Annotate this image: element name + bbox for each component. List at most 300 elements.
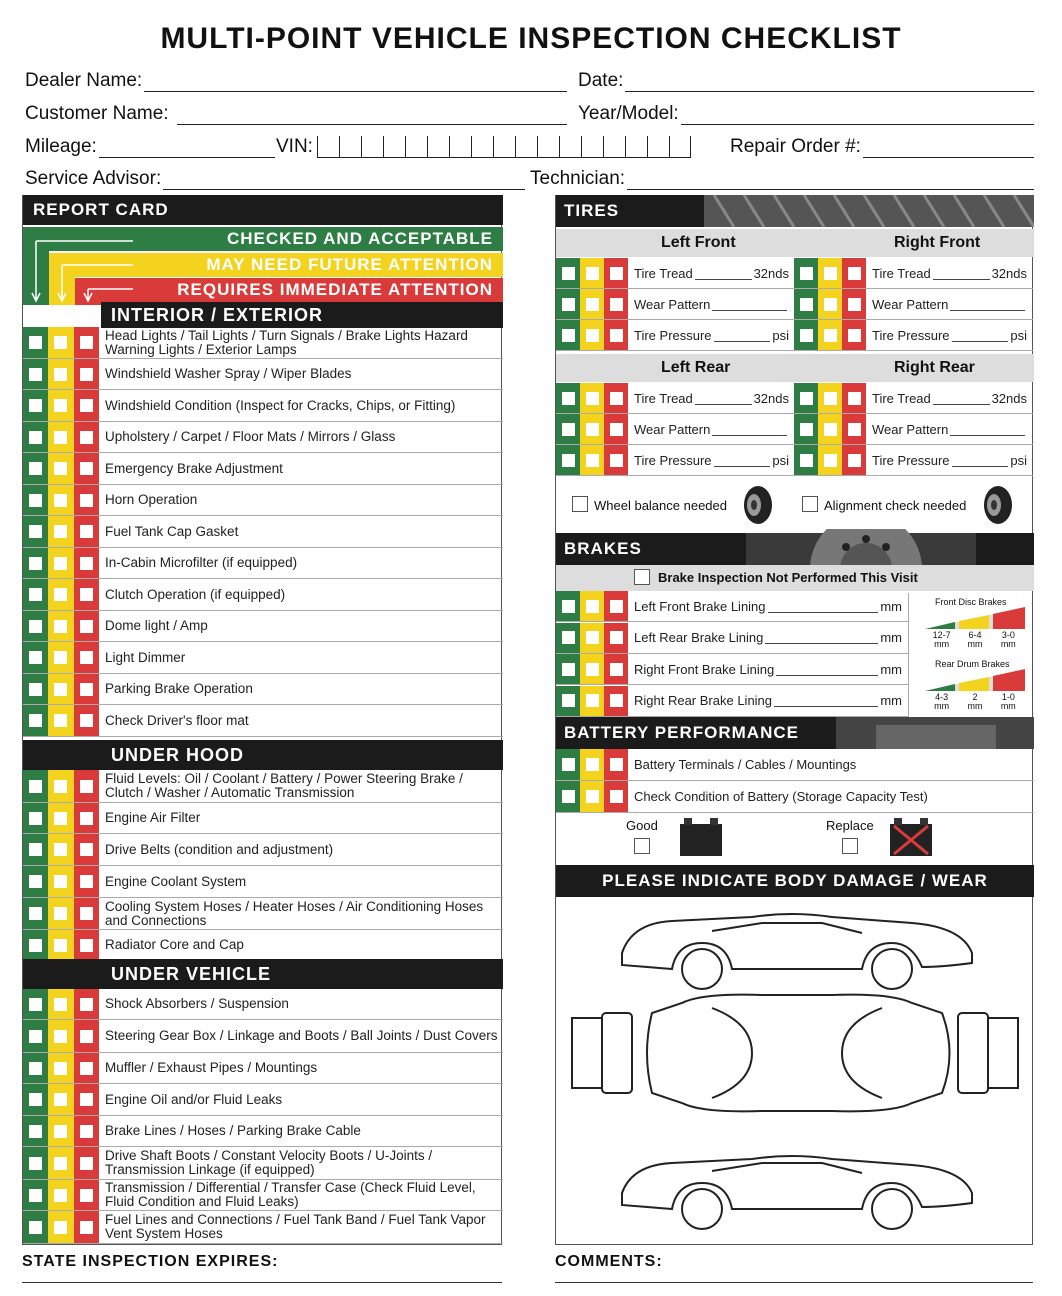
tire-field-input[interactable] xyxy=(933,267,990,280)
green-checkbox[interactable] xyxy=(562,694,575,707)
yellow-checkbox[interactable] xyxy=(54,812,67,825)
brake-not-performed-label: Brake Inspection Not Performed This Visit xyxy=(658,570,918,585)
yellow-status-cell xyxy=(48,834,73,865)
vin-char-box[interactable] xyxy=(603,136,625,158)
red-checkbox[interactable] xyxy=(80,651,93,664)
red-checkbox[interactable] xyxy=(848,423,861,436)
status-checkboxes xyxy=(23,516,99,547)
brake-not-performed-row xyxy=(556,565,1034,591)
red-checkbox[interactable] xyxy=(80,907,93,920)
red-status-cell xyxy=(604,258,628,288)
red-checkbox[interactable] xyxy=(80,843,93,856)
yellow-checkbox[interactable] xyxy=(54,1189,67,1202)
green-checkbox[interactable] xyxy=(800,298,813,311)
battery-image-icon xyxy=(836,717,1034,749)
vin-char-box[interactable] xyxy=(559,136,581,158)
status-checkboxes xyxy=(794,258,866,288)
tire-field-input[interactable] xyxy=(712,423,787,436)
status-checkboxes xyxy=(556,623,628,653)
vin-char-box[interactable] xyxy=(317,136,339,158)
yellow-checkbox[interactable] xyxy=(54,620,67,633)
yellow-checkbox[interactable] xyxy=(54,714,67,727)
yellow-checkbox[interactable] xyxy=(54,875,67,888)
tires-front-header xyxy=(556,229,1034,257)
status-checkboxes xyxy=(23,642,99,673)
green-checkbox[interactable] xyxy=(29,683,42,696)
tire-field-input[interactable] xyxy=(952,454,1009,467)
yellow-status-cell xyxy=(580,591,604,621)
green-checkbox[interactable] xyxy=(29,1093,42,1106)
yellow-checkbox[interactable] xyxy=(824,423,837,436)
red-checkbox[interactable] xyxy=(80,525,93,538)
checklist-item-label: Clutch Operation (if equipped) xyxy=(105,586,286,602)
legend-green: CHECKED AND ACCEPTABLE xyxy=(23,227,503,251)
service-advisor-label: Service Advisor: xyxy=(25,168,162,189)
yellow-checkbox[interactable] xyxy=(586,329,599,342)
red-status-cell xyxy=(604,686,628,716)
red-checkbox[interactable] xyxy=(80,368,93,381)
yellow-checkbox[interactable] xyxy=(824,267,837,280)
yellow-checkbox[interactable] xyxy=(586,600,599,613)
green-checkbox[interactable] xyxy=(29,780,42,793)
tire-field-input[interactable] xyxy=(933,392,990,405)
red-checkbox[interactable] xyxy=(610,423,623,436)
vin-char-box[interactable] xyxy=(647,136,669,158)
page-title: MULTI-POINT VEHICLE INSPECTION CHECKLIST xyxy=(160,22,902,55)
yellow-checkbox[interactable] xyxy=(586,663,599,676)
customer-name-field[interactable] xyxy=(25,101,567,125)
yellow-checkbox[interactable] xyxy=(54,588,67,601)
tire-field-input[interactable] xyxy=(952,329,1009,342)
tire-field-label: Wear Pattern xyxy=(872,421,949,437)
red-checkbox[interactable] xyxy=(80,998,93,1011)
red-checkbox[interactable] xyxy=(80,812,93,825)
red-status-cell xyxy=(74,1116,99,1146)
status-checkboxes xyxy=(556,686,628,716)
yellow-status-cell xyxy=(48,327,73,358)
brake-lining-input[interactable] xyxy=(765,631,878,644)
red-status-cell xyxy=(74,989,99,1019)
red-checkbox[interactable] xyxy=(610,392,623,405)
yellow-checkbox[interactable] xyxy=(586,392,599,405)
green-status-cell xyxy=(23,898,48,929)
yellow-checkbox[interactable] xyxy=(824,329,837,342)
green-checkbox[interactable] xyxy=(29,907,42,920)
tire-field-input[interactable] xyxy=(950,423,1025,436)
red-status-cell xyxy=(74,422,99,452)
vin-char-box[interactable] xyxy=(361,136,383,158)
vin-char-box[interactable] xyxy=(339,136,361,158)
red-checkbox[interactable] xyxy=(848,267,861,280)
status-checkboxes xyxy=(23,834,99,865)
red-checkbox[interactable] xyxy=(80,1157,93,1170)
checklist-item-label: Fuel Lines and Connections / Fuel Tank Band / Fuel Tank Vapor Vent System Hoses xyxy=(105,1212,486,1241)
red-checkbox[interactable] xyxy=(80,939,93,952)
yellow-checkbox[interactable] xyxy=(54,336,67,349)
mileage-label: Mileage: xyxy=(25,136,97,157)
red-checkbox[interactable] xyxy=(610,694,623,707)
checklist-item-label: Steering Gear Box / Linkage and Boots / Ball Joints / Dust Covers xyxy=(105,1028,498,1043)
red-checkbox[interactable] xyxy=(80,1030,93,1043)
green-checkbox[interactable] xyxy=(29,557,42,570)
green-checkbox[interactable] xyxy=(562,392,575,405)
yellow-checkbox[interactable] xyxy=(54,651,67,664)
tire-field-input[interactable] xyxy=(714,454,771,467)
green-checkbox[interactable] xyxy=(562,423,575,436)
tire-field-unit: 32nds xyxy=(753,265,789,281)
tire-field-input[interactable] xyxy=(712,298,787,311)
yellow-checkbox[interactable] xyxy=(54,1125,67,1138)
green-checkbox[interactable] xyxy=(29,998,42,1011)
green-checkbox[interactable] xyxy=(29,588,42,601)
yellow-checkbox[interactable] xyxy=(54,907,67,920)
gauge-tick xyxy=(925,631,958,649)
status-checkboxes xyxy=(23,1147,99,1179)
green-checkbox[interactable] xyxy=(29,843,42,856)
mileage-field[interactable] xyxy=(25,134,275,158)
green-status-cell xyxy=(23,453,48,484)
yellow-checkbox[interactable] xyxy=(54,939,67,952)
tire-tread-row-text xyxy=(872,258,1027,288)
yellow-checkbox[interactable] xyxy=(586,631,599,644)
red-checkbox[interactable] xyxy=(610,600,623,613)
checklist-item-label: Parking Brake Operation xyxy=(105,681,253,696)
green-checkbox[interactable] xyxy=(562,329,575,342)
yellow-status-cell xyxy=(48,422,73,452)
yellow-checkbox[interactable] xyxy=(54,462,67,475)
yellow-checkbox[interactable] xyxy=(54,525,67,538)
wheel-balance-checkbox[interactable] xyxy=(572,496,588,512)
brake-lining-input[interactable] xyxy=(774,694,878,707)
green-checkbox[interactable] xyxy=(29,875,42,888)
green-checkbox[interactable] xyxy=(562,600,575,613)
red-checkbox[interactable] xyxy=(610,631,623,644)
green-checkbox[interactable] xyxy=(29,1030,42,1043)
green-status-cell xyxy=(794,320,818,350)
green-checkbox[interactable] xyxy=(29,462,42,475)
gauge-tick-unit: mm xyxy=(1000,701,1016,711)
status-checkboxes xyxy=(23,548,99,578)
tire-tread-row xyxy=(556,258,795,289)
tire-field-label: Tire Pressure xyxy=(872,452,950,468)
service-advisor-field[interactable] xyxy=(25,166,525,190)
checklist-row xyxy=(23,327,503,359)
green-checkbox[interactable] xyxy=(29,812,42,825)
red-checkbox[interactable] xyxy=(80,588,93,601)
tire-pressure-row xyxy=(556,445,795,476)
tire-pressure-row-text xyxy=(634,445,789,475)
red-checkbox[interactable] xyxy=(80,1062,93,1075)
yellow-checkbox[interactable] xyxy=(586,423,599,436)
green-status-cell xyxy=(794,383,818,413)
green-status-cell xyxy=(556,654,580,684)
vin-char-box[interactable] xyxy=(427,136,449,158)
green-checkbox[interactable] xyxy=(29,714,42,727)
red-checkbox[interactable] xyxy=(80,875,93,888)
yellow-checkbox[interactable] xyxy=(824,454,837,467)
checklist-item-label: Fluid Levels: Oil / Coolant / Battery / Power Steering Brake / Clutch / Washer / Automatic Transmission xyxy=(105,771,463,800)
checklist-row xyxy=(23,390,503,422)
battery-icon xyxy=(676,814,726,860)
tire-tread-row xyxy=(794,383,1033,414)
yellow-checkbox[interactable] xyxy=(586,790,599,803)
checklist-item-label: Drive Belts (condition and adjustment) xyxy=(105,841,334,857)
dealer-name-field[interactable] xyxy=(25,68,567,92)
red-checkbox[interactable] xyxy=(848,454,861,467)
green-checkbox[interactable] xyxy=(29,620,42,633)
status-checkboxes xyxy=(556,383,628,413)
yellow-checkbox[interactable] xyxy=(54,1221,67,1234)
red-checkbox[interactable] xyxy=(80,1125,93,1138)
tire-field-unit: psi xyxy=(1010,327,1027,343)
vin-char-box[interactable] xyxy=(625,136,647,158)
date-field[interactable] xyxy=(578,68,1034,92)
yellow-checkbox[interactable] xyxy=(54,399,67,412)
yellow-checkbox[interactable] xyxy=(824,298,837,311)
tires-title-text: TIRES xyxy=(564,201,620,220)
green-checkbox[interactable] xyxy=(562,631,575,644)
green-checkbox[interactable] xyxy=(29,651,42,664)
yellow-checkbox[interactable] xyxy=(586,298,599,311)
red-status-cell xyxy=(842,383,866,413)
red-checkbox[interactable] xyxy=(610,758,623,771)
green-checkbox[interactable] xyxy=(29,525,42,538)
vin-char-box[interactable] xyxy=(405,136,427,158)
green-checkbox[interactable] xyxy=(800,329,813,342)
red-checkbox[interactable] xyxy=(80,462,93,475)
red-checkbox[interactable] xyxy=(80,431,93,444)
yellow-checkbox[interactable] xyxy=(54,780,67,793)
red-checkbox[interactable] xyxy=(80,780,93,793)
tire-field-label: Tire Pressure xyxy=(634,452,712,468)
brake-not-performed-checkbox[interactable] xyxy=(634,569,650,585)
vin-char-box[interactable] xyxy=(383,136,405,158)
red-checkbox[interactable] xyxy=(80,714,93,727)
green-checkbox[interactable] xyxy=(29,1189,42,1202)
year-model-field[interactable] xyxy=(578,101,1034,125)
right-front-label: Right Front xyxy=(894,234,981,251)
tire-field-input[interactable] xyxy=(950,298,1025,311)
green-checkbox[interactable] xyxy=(800,454,813,467)
brake-lining-text xyxy=(634,686,902,716)
yellow-checkbox[interactable] xyxy=(824,392,837,405)
yellow-checkbox[interactable] xyxy=(54,843,67,856)
vin-field[interactable] xyxy=(276,134,726,158)
repair-order-label: Repair Order #: xyxy=(730,136,861,157)
green-checkbox[interactable] xyxy=(29,1221,42,1234)
state-inspection-line[interactable] xyxy=(22,1282,502,1283)
green-checkbox[interactable] xyxy=(29,399,42,412)
yellow-checkbox[interactable] xyxy=(54,683,67,696)
yellow-checkbox[interactable] xyxy=(54,1157,67,1170)
comments-line[interactable] xyxy=(555,1282,1033,1283)
red-checkbox[interactable] xyxy=(80,620,93,633)
green-status-cell xyxy=(794,289,818,319)
checklist-row xyxy=(23,548,503,579)
gauge-tick-value: 12-7 xyxy=(932,630,951,640)
checklist-item-label: Head Lights / Tail Lights / Turn Signals / Brake Lights Hazard Warning Lights / Exterior Lamps xyxy=(105,327,468,357)
red-checkbox[interactable] xyxy=(610,790,623,803)
yellow-status-cell xyxy=(580,623,604,653)
yellow-checkbox[interactable] xyxy=(586,694,599,707)
yellow-checkbox[interactable] xyxy=(54,557,67,570)
tire-field-input[interactable] xyxy=(695,267,752,280)
green-checkbox[interactable] xyxy=(29,494,42,507)
green-checkbox[interactable] xyxy=(800,423,813,436)
tire-field-input[interactable] xyxy=(714,329,771,342)
checklist-row xyxy=(23,1147,503,1180)
red-checkbox[interactable] xyxy=(610,267,623,280)
checklist-row xyxy=(23,803,503,834)
yellow-checkbox[interactable] xyxy=(54,1093,67,1106)
tire-field-input[interactable] xyxy=(695,392,752,405)
vin-char-box[interactable] xyxy=(581,136,603,158)
yellow-status-cell xyxy=(818,320,842,350)
battery-replace-checkbox[interactable] xyxy=(842,838,858,854)
status-checkboxes xyxy=(23,422,99,452)
battery-condition-row xyxy=(556,812,1034,866)
green-checkbox[interactable] xyxy=(562,454,575,467)
wear-pattern-row-text xyxy=(634,414,789,444)
red-status-cell xyxy=(74,1147,99,1179)
tire-pressure-row-text xyxy=(872,445,1027,475)
yellow-status-cell xyxy=(48,1020,73,1052)
green-checkbox[interactable] xyxy=(29,336,42,349)
red-checkbox[interactable] xyxy=(80,1093,93,1106)
vin-char-box[interactable] xyxy=(515,136,537,158)
yellow-checkbox[interactable] xyxy=(54,998,67,1011)
yellow-checkbox[interactable] xyxy=(586,758,599,771)
alignment-checkbox[interactable] xyxy=(802,496,818,512)
yellow-checkbox[interactable] xyxy=(54,1030,67,1043)
green-status-cell xyxy=(556,591,580,621)
wear-pattern-row xyxy=(556,414,795,445)
red-checkbox[interactable] xyxy=(80,494,93,507)
brake-lining-input[interactable] xyxy=(768,600,879,613)
yellow-status-cell xyxy=(818,289,842,319)
green-checkbox[interactable] xyxy=(562,790,575,803)
red-status-cell xyxy=(74,1180,99,1210)
vehicle-diagram-icon[interactable] xyxy=(562,903,1028,1243)
brake-lining-input[interactable] xyxy=(776,663,878,676)
vin-char-box[interactable] xyxy=(471,136,493,158)
vin-boxes[interactable] xyxy=(317,136,691,158)
red-checkbox[interactable] xyxy=(80,1221,93,1234)
rear-drum-gauge-icon xyxy=(925,669,1025,691)
vin-char-box[interactable] xyxy=(669,136,691,158)
red-status-cell xyxy=(842,414,866,444)
green-checkbox[interactable] xyxy=(29,939,42,952)
red-checkbox[interactable] xyxy=(80,1189,93,1202)
red-checkbox[interactable] xyxy=(80,683,93,696)
checklist-row xyxy=(23,422,503,453)
tires-rear-header xyxy=(556,354,1034,382)
red-checkbox[interactable] xyxy=(610,329,623,342)
yellow-status-cell xyxy=(48,1084,73,1115)
red-status-cell xyxy=(74,359,99,389)
green-checkbox[interactable] xyxy=(562,758,575,771)
green-status-cell xyxy=(23,930,48,960)
green-status-cell xyxy=(23,1053,48,1083)
yellow-checkbox[interactable] xyxy=(586,454,599,467)
report-card-panel xyxy=(22,195,502,1245)
red-checkbox[interactable] xyxy=(848,329,861,342)
yellow-status-cell xyxy=(48,930,73,960)
tire-pressure-row-text xyxy=(634,320,789,350)
green-status-cell xyxy=(23,705,48,736)
green-checkbox[interactable] xyxy=(29,1125,42,1138)
gauge-tick-unit: mm xyxy=(934,701,950,711)
status-checkboxes xyxy=(556,654,628,684)
green-checkbox[interactable] xyxy=(29,431,42,444)
tire-field-label: Wear Pattern xyxy=(634,421,711,437)
green-status-cell xyxy=(23,1211,48,1243)
green-checkbox[interactable] xyxy=(29,368,42,381)
green-checkbox[interactable] xyxy=(29,1157,42,1170)
checklist-row xyxy=(23,989,503,1020)
yellow-checkbox[interactable] xyxy=(54,368,67,381)
green-checkbox[interactable] xyxy=(800,267,813,280)
vin-char-box[interactable] xyxy=(493,136,515,158)
brake-lining-row xyxy=(556,686,908,717)
tire-field-label: Wear Pattern xyxy=(634,296,711,312)
yellow-status-cell xyxy=(48,1180,73,1210)
green-checkbox[interactable] xyxy=(562,298,575,311)
checklist-item-label: Engine Coolant System xyxy=(105,873,247,889)
green-status-cell xyxy=(556,289,580,319)
red-checkbox[interactable] xyxy=(80,336,93,349)
comments-label: COMMENTS: xyxy=(555,1253,663,1270)
vin-label: VIN: xyxy=(276,136,313,157)
red-checkbox[interactable] xyxy=(80,399,93,412)
tire-field-unit: 32nds xyxy=(753,390,789,406)
yellow-checkbox[interactable] xyxy=(586,267,599,280)
green-checkbox[interactable] xyxy=(562,267,575,280)
battery-title-text: BATTERY PERFORMANCE xyxy=(564,723,799,742)
red-checkbox[interactable] xyxy=(848,298,861,311)
status-checkboxes xyxy=(23,866,99,897)
yellow-checkbox[interactable] xyxy=(54,1062,67,1075)
tire-tread-row-text xyxy=(634,258,789,288)
red-checkbox[interactable] xyxy=(610,663,623,676)
vin-char-box[interactable] xyxy=(537,136,559,158)
yellow-status-cell xyxy=(48,642,73,673)
checklist-row xyxy=(23,579,503,611)
green-checkbox[interactable] xyxy=(29,1062,42,1075)
status-checkboxes xyxy=(23,327,99,358)
green-status-cell xyxy=(23,1180,48,1210)
yellow-status-cell xyxy=(48,705,73,736)
red-checkbox[interactable] xyxy=(80,557,93,570)
vin-char-box[interactable] xyxy=(449,136,471,158)
technician-field[interactable] xyxy=(530,166,1034,190)
red-checkbox[interactable] xyxy=(610,298,623,311)
yellow-checkbox[interactable] xyxy=(54,494,67,507)
repair-order-field[interactable] xyxy=(730,134,1034,158)
checklist-row xyxy=(23,930,503,961)
tire-pressure-row xyxy=(794,445,1033,476)
tires-title xyxy=(556,195,1034,227)
status-checkboxes xyxy=(23,674,99,704)
yellow-checkbox[interactable] xyxy=(54,431,67,444)
green-checkbox[interactable] xyxy=(800,392,813,405)
green-checkbox[interactable] xyxy=(562,663,575,676)
red-checkbox[interactable] xyxy=(610,454,623,467)
red-checkbox[interactable] xyxy=(848,392,861,405)
battery-good-checkbox[interactable] xyxy=(634,838,650,854)
status-checkboxes xyxy=(556,258,628,288)
gauge-tick xyxy=(958,631,991,649)
